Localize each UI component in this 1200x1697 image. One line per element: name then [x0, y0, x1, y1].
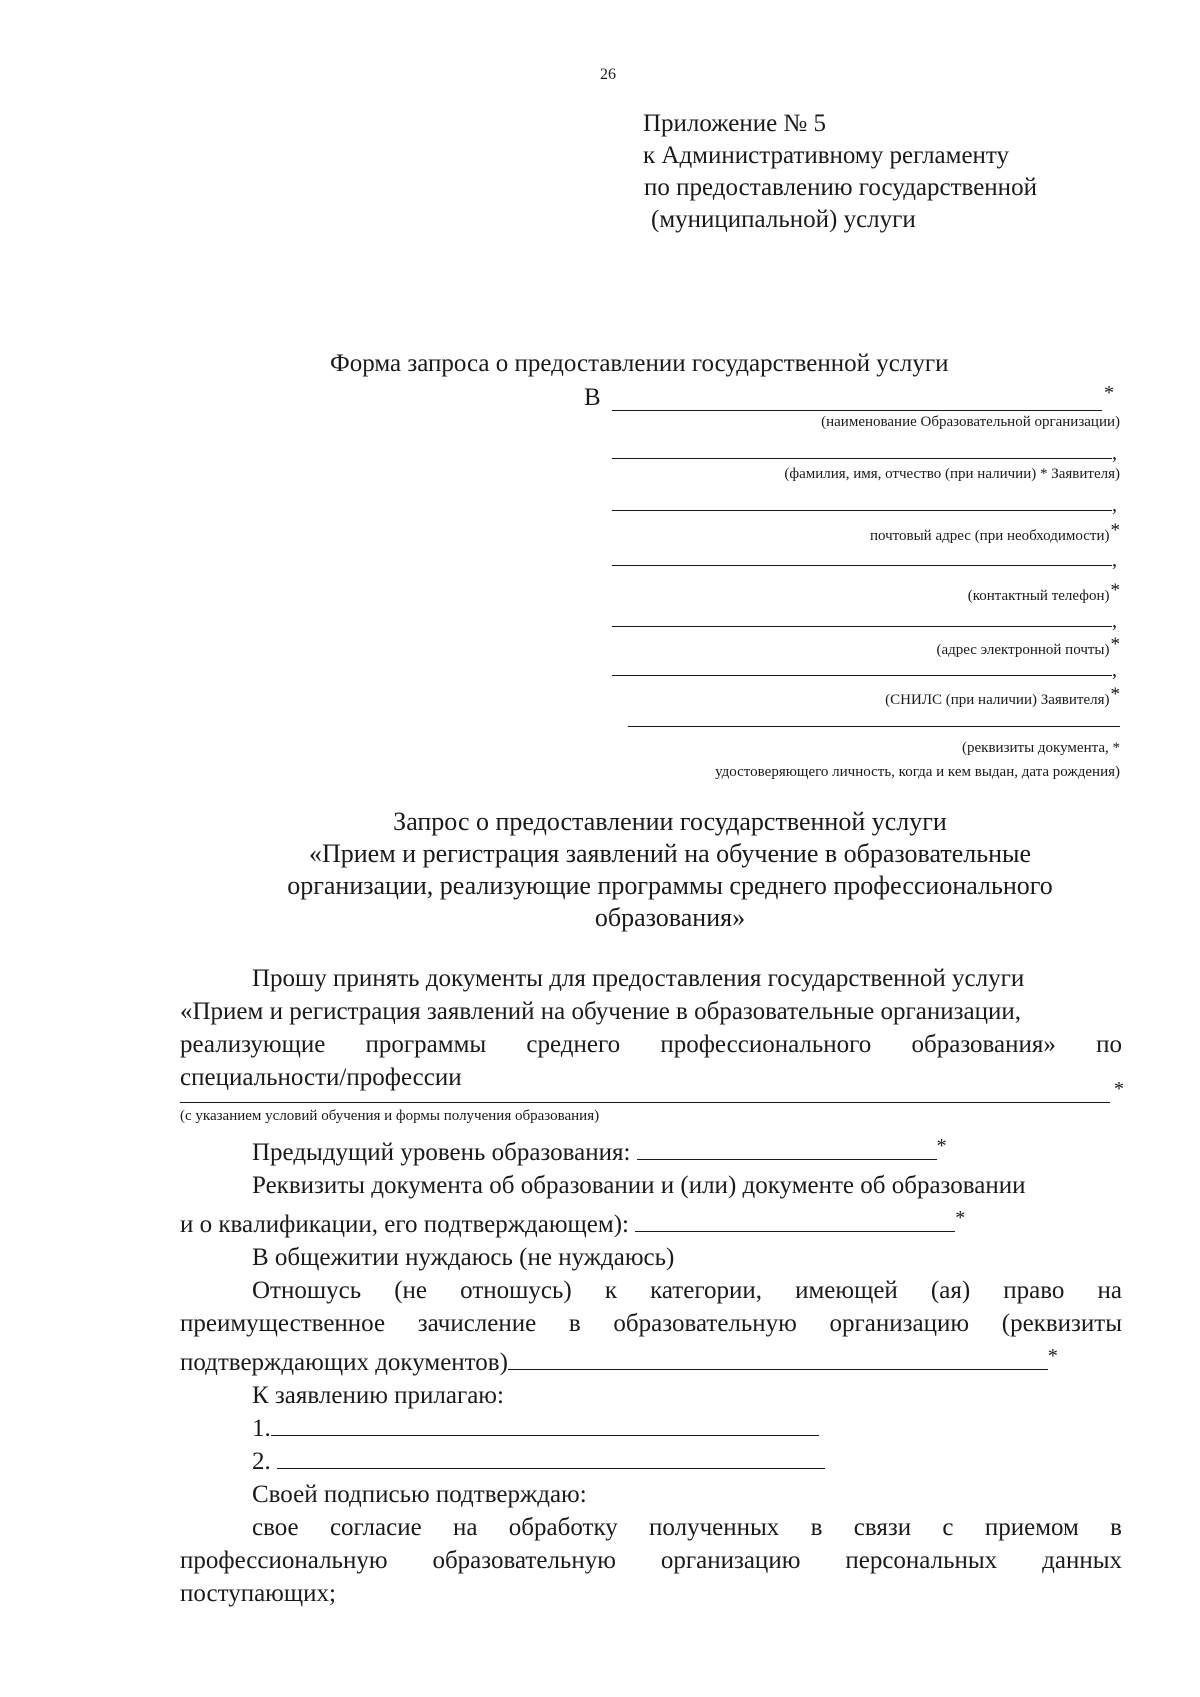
request-title-line: Запрос о предоставлении государственной услуги — [393, 807, 947, 836]
attachment-number: 2. — [252, 1448, 271, 1475]
request-paragraph — [180, 962, 1122, 1094]
required-asterisk: * — [1047, 1345, 1058, 1367]
snils-caption: (СНИЛС (при наличии) Заявителя) — [885, 692, 1110, 708]
id-document-caption: (реквизиты документа, * — [962, 740, 1120, 756]
form-title: Форма запроса о предоставлении государственной услуги — [330, 350, 949, 377]
specialty-caption: (с указанием условий обучения и формы получения образования) — [180, 1108, 600, 1124]
fio-caption: (фамилия, имя, отчество (при наличии) * Заявителя) — [784, 466, 1120, 482]
comma: , — [1112, 610, 1117, 632]
category-docs-field[interactable] — [508, 1351, 1048, 1370]
page-number: 26 — [600, 66, 616, 83]
required-asterisk: * — [1104, 382, 1114, 404]
comma: , — [1112, 442, 1117, 464]
request-title-line: образования» — [594, 903, 746, 932]
body-line: Отношусь (не отношусь) к категории, имеющей (ая) право на — [252, 1277, 1122, 1304]
body-line: специальности/профессии — [180, 1064, 462, 1091]
request-title-line: «Прием и регистрация заявлений на обучение в образовательные — [308, 839, 1032, 868]
required-asterisk: * — [1114, 1078, 1124, 1100]
attachment-field[interactable] — [271, 1417, 819, 1436]
education-doc-field[interactable] — [635, 1213, 955, 1232]
postal-caption: почтовый адрес (при необходимости) — [869, 528, 1110, 544]
request-details — [180, 1130, 1122, 1610]
appendix-line: к Административному регламенту — [643, 142, 1010, 169]
comma: , — [1112, 494, 1117, 516]
appendix-line: по предоставлению государственной — [644, 174, 1037, 201]
body-line: преимущественное зачисление в образовательную организацию (реквизиты — [180, 1310, 1122, 1337]
required-asterisk: * — [936, 1135, 947, 1157]
email-caption: (адрес электронной почты) — [936, 642, 1110, 658]
category-docs-row — [180, 1340, 1122, 1379]
required-asterisk: * — [1110, 520, 1120, 541]
body-line: реализующие программы среднего профессионального образования» по — [180, 1031, 1122, 1058]
attachment-number: 1. — [252, 1415, 271, 1442]
education-doc-row — [180, 1202, 1122, 1241]
body-line: профессиональную образовательную организацию персональных данных — [180, 1547, 1122, 1574]
id-document-line[interactable] — [628, 726, 1120, 727]
body-line: Реквизиты документа об образовании и (или) документе об образовании — [252, 1172, 1026, 1199]
postal-line[interactable] — [612, 510, 1112, 511]
comma: , — [1112, 659, 1117, 681]
appendix-line: (муниципальной) услуги — [651, 206, 916, 233]
education-doc-label: и о квалификации, его подтверждающем): — [180, 1211, 629, 1238]
required-asterisk: * — [1110, 634, 1120, 655]
phone-caption: (контактный телефон) — [967, 588, 1110, 604]
attachment-row — [180, 1445, 1122, 1478]
body-line: свое согласие на обработку полученных в связи с приемом в — [252, 1514, 1122, 1541]
appendix-line: Приложение № 5 — [643, 110, 827, 137]
org-name-caption: (наименование Образовательной организации) — [821, 414, 1120, 430]
specialty-line[interactable] — [180, 1102, 1110, 1103]
previous-education-label: Предыдущий уровень образования: — [252, 1139, 631, 1166]
body-line: «Прием и регистрация заявлений на обучение в образовательные организации, — [180, 998, 1021, 1025]
email-line[interactable] — [612, 626, 1112, 627]
request-title — [230, 806, 1110, 934]
category-docs-label: подтверждающих документов) — [180, 1349, 508, 1376]
fio-line[interactable] — [612, 458, 1112, 459]
dormitory-line: В общежитии нуждаюсь (не нуждаюсь) — [252, 1244, 675, 1271]
org-name-line[interactable] — [612, 410, 1102, 411]
required-asterisk: * — [955, 1207, 966, 1229]
attachment-field[interactable] — [277, 1450, 825, 1469]
appendix-header — [643, 108, 1037, 236]
attachment-row — [180, 1412, 1122, 1445]
previous-education-row — [180, 1130, 1122, 1169]
snils-line[interactable] — [612, 675, 1112, 676]
request-title-line: организации, реализующие программы среднего профессионального — [287, 871, 1053, 900]
phone-line[interactable] — [612, 565, 1112, 566]
body-line: поступающих; — [180, 1580, 336, 1607]
body-line: Прошу принять документы для предоставления государственной услуги — [252, 965, 1025, 992]
previous-education-field[interactable] — [637, 1141, 937, 1160]
recipient-prefix: В — [584, 384, 601, 411]
comma: , — [1112, 549, 1117, 571]
id-document-caption-2: удостоверяющего личность, когда и кем выдан, дата рождения) — [715, 764, 1120, 780]
required-asterisk: * — [1110, 684, 1120, 705]
attachments-label: К заявлению прилагаю: — [252, 1382, 504, 1409]
confirm-label: Своей подписью подтверждаю: — [252, 1481, 587, 1508]
required-asterisk: * — [1110, 580, 1120, 601]
